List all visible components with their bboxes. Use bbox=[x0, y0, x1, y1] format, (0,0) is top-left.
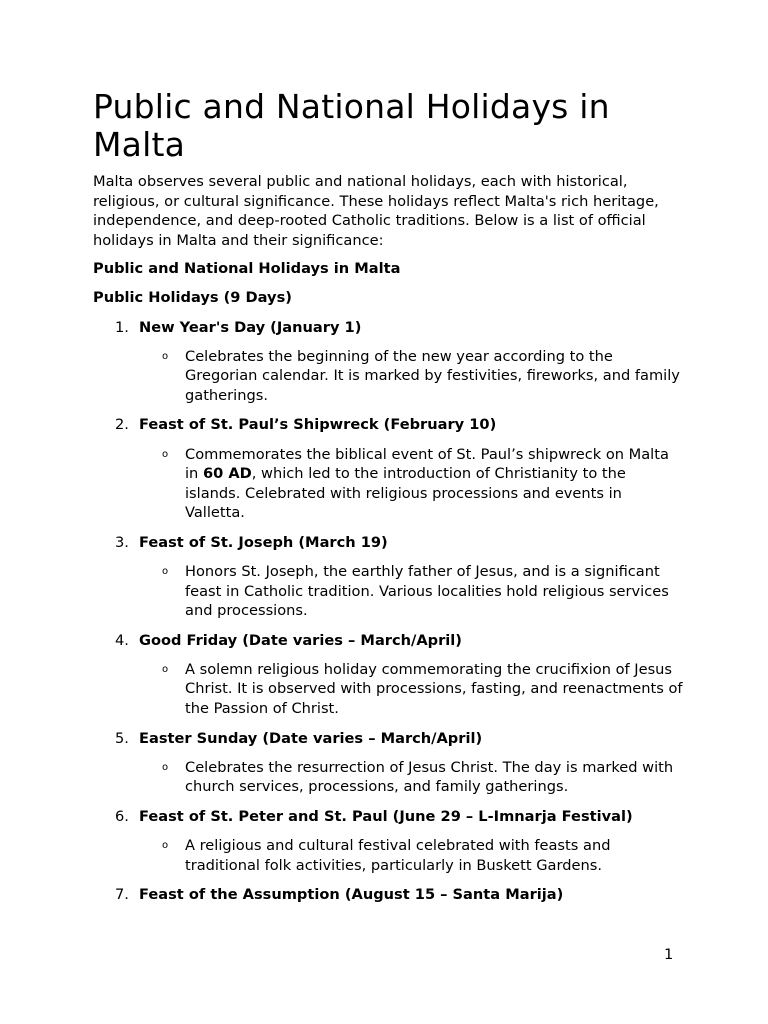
holiday-description: A religious and cultural festival celebrated with feasts and traditional folk activities, particularly in Buskett Gardens. bbox=[185, 837, 611, 874]
list-number: 5. bbox=[115, 729, 129, 747]
intro-paragraph: Malta observes several public and national holidays, each with historical, religious, or cultural significance. These holidays reflect Malta's rich heritage, independence, and deep-rooted Catholic traditions. Below is a list of official holidays in Malta and their significance: bbox=[93, 173, 659, 249]
holiday-description: Celebrates the beginning of the new year according to the Gregorian calendar. It is marked by festivities, fireworks, and family gatherings. bbox=[185, 347, 680, 404]
description-text: Commemorates the biblical event of St. Paul’s shipwreck on Malta in bbox=[185, 445, 669, 483]
holiday-title-row bbox=[93, 631, 683, 651]
holiday-title: Good Friday (Date varies – March/April) bbox=[139, 631, 462, 649]
list-number: 6. bbox=[115, 807, 129, 825]
description-text: , which led to the introduction of Christianity to the islands. Celebrated with religious processions and events in Valletta. bbox=[185, 465, 626, 522]
holiday-title: Feast of St. Paul’s Shipwreck (February 10) bbox=[139, 416, 497, 434]
list-number: 3. bbox=[115, 533, 129, 551]
holiday-title-row bbox=[93, 885, 683, 905]
list-item bbox=[93, 631, 683, 719]
section-heading: Public and National Holidays in Malta bbox=[93, 260, 401, 278]
holiday-title: Feast of St. Peter and St. Paul (June 29 – L-Imnarja Festival) bbox=[139, 807, 633, 825]
list-number: 2. bbox=[115, 416, 129, 434]
list-item bbox=[93, 807, 683, 875]
document-title: Public and National Holidays in Malta bbox=[93, 87, 610, 164]
bullet-icon: o bbox=[162, 448, 169, 460]
holiday-description-row bbox=[93, 836, 683, 875]
holiday-title-row bbox=[93, 318, 683, 338]
list-item bbox=[93, 318, 683, 406]
list-number: 4. bbox=[115, 631, 129, 649]
holiday-list bbox=[93, 318, 683, 905]
bullet-icon: o bbox=[162, 840, 169, 852]
holiday-description-row bbox=[93, 562, 683, 621]
bullet-icon: o bbox=[162, 350, 169, 362]
bullet-icon: o bbox=[162, 761, 169, 773]
bullet-icon: o bbox=[162, 566, 169, 577]
subsection-heading: Public Holidays (9 Days) bbox=[93, 289, 292, 307]
holiday-title: Easter Sunday (Date varies – March/April) bbox=[139, 729, 483, 747]
holiday-description: A solemn religious holiday commemorating the crucifixion of Jesus Christ. It is observed with processions, fasting, and reenactments of the Passion of Christ. bbox=[185, 660, 683, 718]
description-bold-year: 60 AD bbox=[202, 465, 252, 483]
list-item bbox=[93, 533, 683, 621]
holiday-title: Feast of the Assumption (August 15 – Santa Marija) bbox=[139, 886, 564, 904]
holiday-description-row bbox=[93, 347, 683, 406]
list-number: 1. bbox=[115, 318, 129, 336]
list-item bbox=[93, 729, 683, 797]
holiday-description: Honors St. Joseph, the earthly father of Jesus, and is a significant feast in Catholic tradition. Various localities hold religious services and processions. bbox=[185, 563, 669, 620]
list-item bbox=[93, 885, 683, 905]
holiday-description bbox=[185, 446, 669, 522]
holiday-title-row bbox=[93, 729, 683, 749]
list-number: 7. bbox=[115, 886, 129, 904]
holiday-title-row bbox=[93, 533, 683, 553]
holiday-title-row bbox=[93, 415, 683, 435]
holiday-title: Feast of St. Joseph (March 19) bbox=[139, 533, 388, 551]
holiday-description: Celebrates the resurrection of Jesus Christ. The day is marked with church services, processions, and family gatherings. bbox=[185, 758, 674, 796]
document-page bbox=[93, 88, 683, 915]
list-item bbox=[93, 415, 683, 522]
holiday-description-row bbox=[93, 445, 683, 523]
holiday-description-row bbox=[93, 758, 683, 797]
bullet-icon: o bbox=[162, 663, 169, 675]
holiday-title: New Year's Day (January 1) bbox=[139, 318, 362, 336]
holiday-description-row bbox=[93, 660, 683, 719]
holiday-title-row bbox=[93, 807, 683, 827]
page-number: 1 bbox=[664, 946, 674, 963]
